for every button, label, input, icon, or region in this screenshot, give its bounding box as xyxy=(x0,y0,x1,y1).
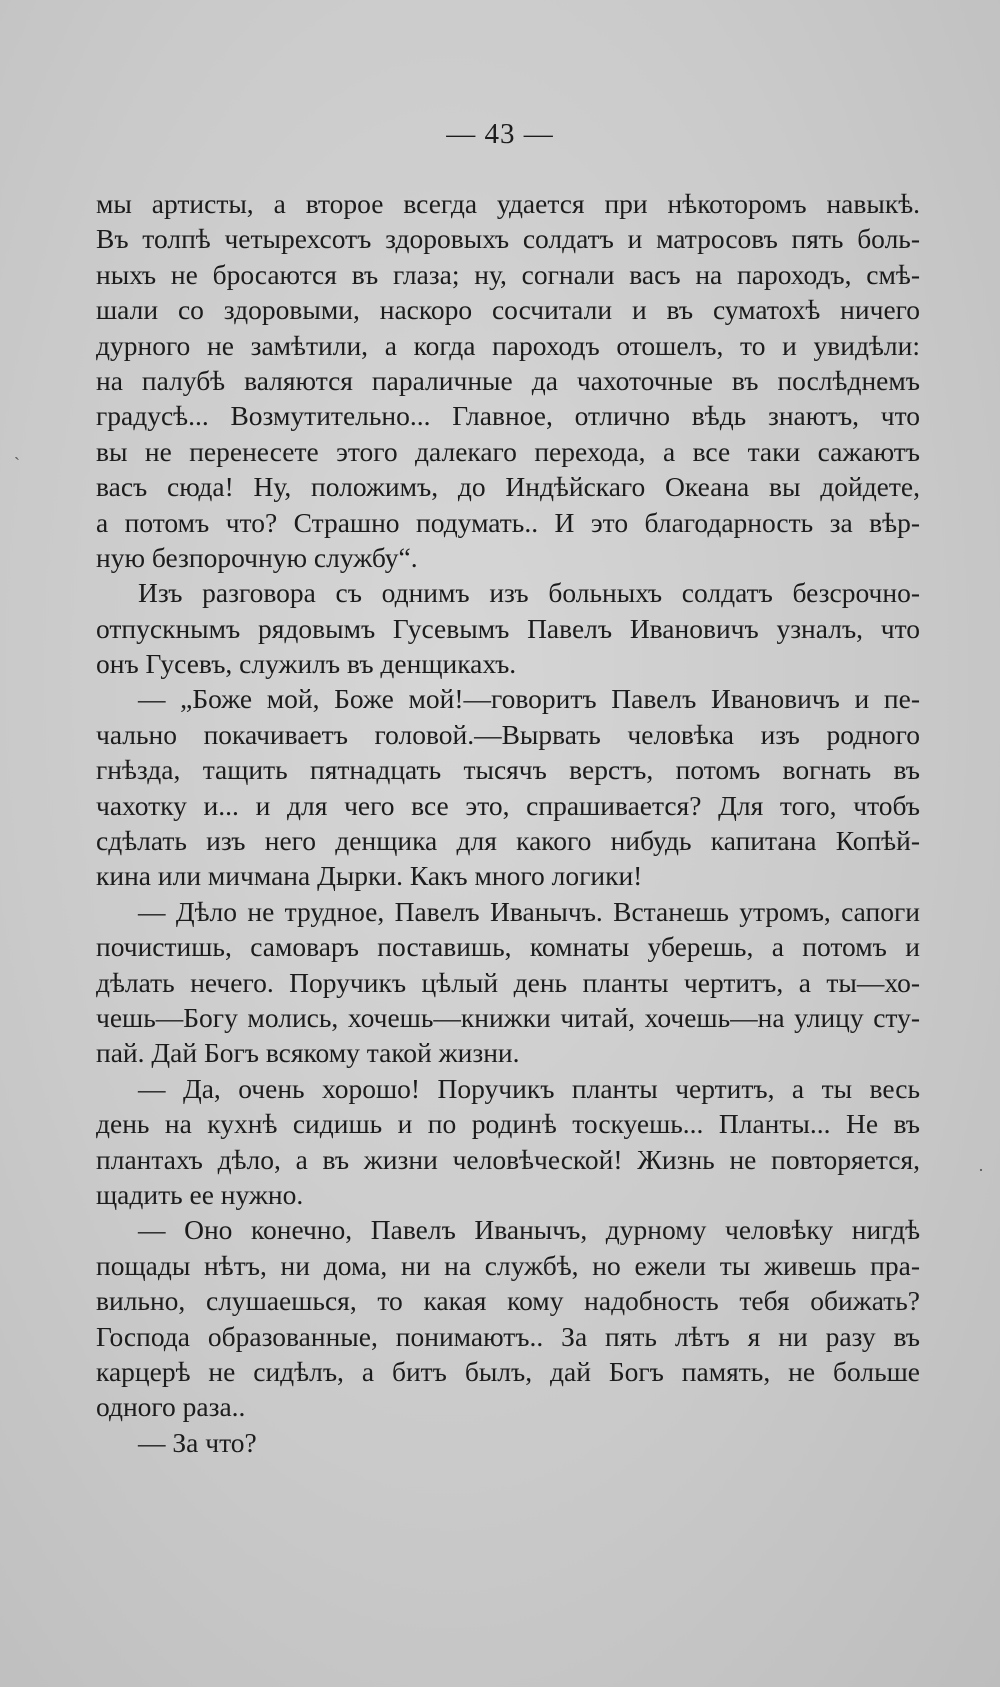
paragraph xyxy=(96,1071,920,1213)
paragraph xyxy=(96,186,920,575)
paragraph xyxy=(96,1425,920,1460)
text-line: — Да, очень хорошо! Поручикъ планты чертитъ, а ты весь xyxy=(138,1072,920,1104)
text-line: мы артисты, а второе всегда удается при нѣкоторомъ навыкѣ. xyxy=(96,188,920,219)
text-line: градусѣ... Возмутительно... Главное, отлично вѣдь знаютъ, что xyxy=(96,400,920,432)
text-line: почистишь, самоваръ поставишь, комнаты уберешь, а потомъ и xyxy=(96,931,920,963)
text-line: вильно, слушаешься, то какая кому надобность тебя обижать? xyxy=(96,1285,920,1317)
margin-speck: ˎ xyxy=(14,440,20,460)
paragraph xyxy=(96,681,920,893)
text-line: — Дѣло не трудное, Павелъ Иванычъ. Встанешь утромъ, сапоги xyxy=(138,895,920,927)
page-number: — 43 — xyxy=(446,118,554,150)
text-line: гнѣзда, тащить пятнадцать тысячъ верстъ, потомъ вогнать въ xyxy=(96,754,920,786)
text-line: — „Боже мой, Боже мой!—говоритъ Павелъ Ивановичъ и пе- xyxy=(138,683,920,715)
text-line: сдѣлать изъ него денщика для какого нибудь капитана Копѣй- xyxy=(96,825,920,857)
text-line: ную безпорочную службу“. xyxy=(96,541,418,573)
paragraph xyxy=(96,575,920,681)
text-line: плантахъ дѣло, а въ жизни человѣческой! Жизнь не повторяется, xyxy=(96,1143,920,1175)
text-line: пай. Дай Богъ всякому такой жизни. xyxy=(96,1037,520,1069)
paragraph xyxy=(96,894,920,1071)
text-line: пощады нѣтъ, ни дома, ни на службѣ, но ежели ты живешь пра- xyxy=(96,1249,920,1281)
text-line: а потомъ что? Страшно подумать.. И это благодарность за вѣр- xyxy=(96,506,920,538)
text-line: кина или мичмана Дырки. Какъ много логики! xyxy=(96,860,643,892)
margin-speck: · xyxy=(978,1160,984,1180)
text-line: дѣлать нечего. Поручикъ цѣлый день планты чертитъ, а ты—хо- xyxy=(96,966,920,998)
text-line: вы не перенесете этого далекаго перехода, а все таки сажаютъ xyxy=(96,435,920,467)
text-line: — За что? xyxy=(138,1426,257,1458)
text-line: отпускнымъ рядовымъ Гусевымъ Павелъ Ивановичъ узналъ, что xyxy=(96,612,920,644)
text-line: шали со здоровыми, наскоро сосчитали и въ суматохѣ ничего xyxy=(96,294,920,326)
body-text xyxy=(96,186,920,1460)
text-line: онъ Гусевъ, служилъ въ денщикахъ. xyxy=(96,648,517,680)
text-line: карцерѣ не сидѣлъ, а битъ былъ, дай Богъ память, не больше xyxy=(96,1355,920,1387)
text-line: чешь—Богу молись, хочешь—книжки читай, хочешь—на улицу сту- xyxy=(96,1001,920,1033)
paragraph xyxy=(96,1212,920,1424)
text-line: на палубѣ валяются параличные да чахоточные въ послѣднемъ xyxy=(96,364,920,396)
text-line: — Оно конечно, Павелъ Иванычъ, дурному человѣку нигдѣ xyxy=(138,1214,920,1246)
text-line: чально покачиваетъ головой.—Вырвать человѣка изъ родного xyxy=(96,718,920,750)
text-line: дурного не замѣтили, а когда пароходъ отошелъ, то и увидѣли: xyxy=(96,329,920,361)
text-line: щадить ее нужно. xyxy=(96,1178,304,1210)
text-line: одного раза.. xyxy=(96,1391,246,1423)
text-line: Изъ разговора съ однимъ изъ больныхъ солдатъ безсрочно- xyxy=(138,577,920,609)
text-line: Въ толпѣ четырехсотъ здоровыхъ солдатъ и матросовъ пять боль- xyxy=(96,223,920,255)
text-line: Господа образованные, понимаютъ.. За пять лѣтъ я ни разу въ xyxy=(96,1320,920,1352)
text-line: васъ сюда! Ну, положимъ, до Индѣйскаго Океана вы дойдете, xyxy=(96,471,920,503)
text-line: день на кухнѣ сидишь и по родинѣ тоскуешь... Планты... Не въ xyxy=(96,1108,920,1140)
text-line: чахотку и... и для чего все это, спрашивается? Для того, чтобъ xyxy=(96,789,920,821)
text-line: ныхъ не бросаются въ глаза; ну, согнали васъ на пароходъ, смѣ- xyxy=(96,258,920,290)
